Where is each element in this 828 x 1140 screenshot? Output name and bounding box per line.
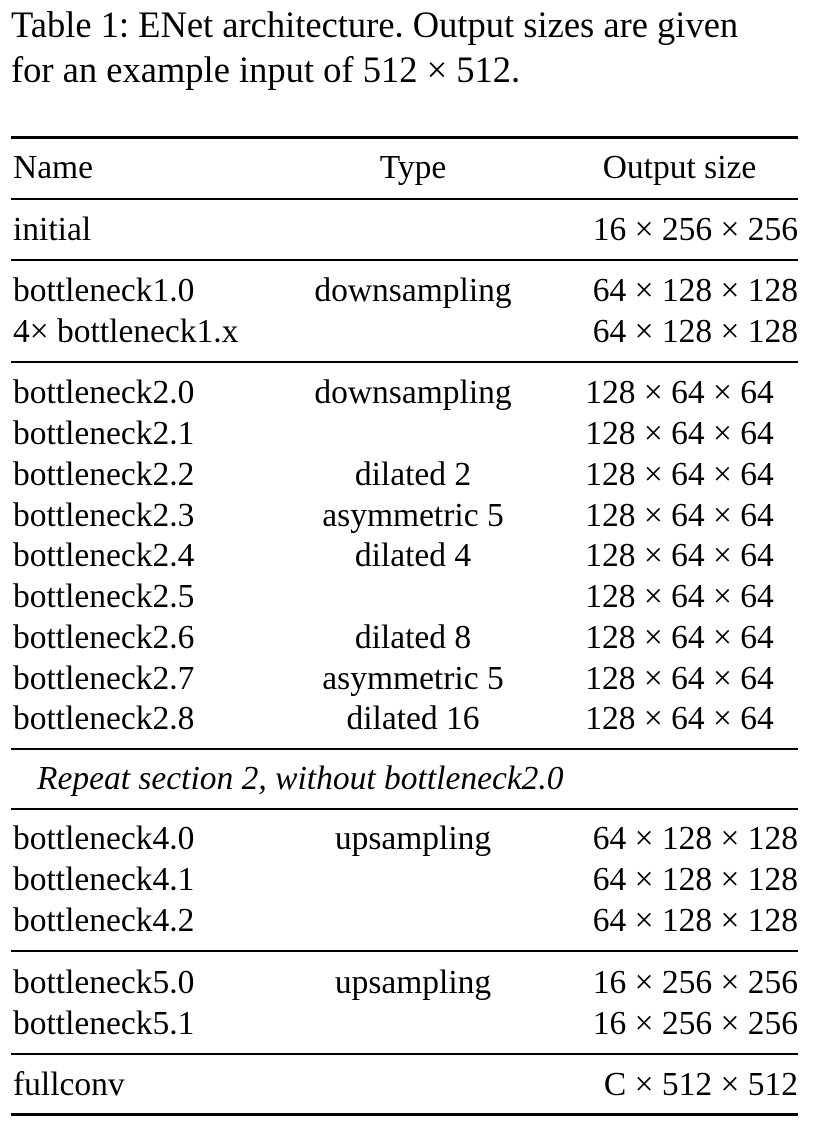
row-output: 64 × 128 × 128 [592, 820, 798, 857]
row-output: 128 × 64 × 64 [585, 660, 774, 697]
table-caption [11, 2, 821, 92]
caption-line-1: Table 1: ENet architecture. Output sizes are given [11, 4, 739, 45]
row-output: 128 × 64 × 64 [585, 415, 774, 452]
row-output: 64 × 128 × 128 [592, 861, 798, 898]
section-rule [11, 950, 798, 952]
top-rule [11, 136, 798, 139]
row-name: bottleneck2.0 [13, 374, 195, 411]
row-output: 16 × 256 × 256 [592, 211, 798, 248]
table-row [11, 962, 798, 1003]
row-type: asymmetric 5 [322, 497, 504, 534]
table-row [11, 1064, 798, 1105]
section-3-note [11, 758, 798, 799]
row-name: bottleneck2.5 [13, 578, 195, 615]
table-row [11, 698, 798, 739]
section-rule [11, 748, 798, 750]
row-type: dilated 2 [354, 456, 472, 493]
row-name: bottleneck4.2 [13, 902, 195, 939]
row-type: upsampling [334, 820, 492, 857]
table-row [11, 1003, 798, 1044]
table-row [11, 372, 798, 413]
row-output: 64 × 128 × 128 [592, 902, 798, 939]
table-row [11, 576, 798, 617]
row-output: 128 × 64 × 64 [585, 537, 774, 574]
table-row [11, 658, 798, 699]
row-name: bottleneck5.0 [13, 964, 195, 1001]
row-type: downsampling [314, 272, 512, 309]
table-row [11, 535, 798, 576]
section-rule [11, 259, 798, 261]
row-name: bottleneck1.0 [13, 272, 195, 309]
header-rule [11, 198, 798, 200]
table-row [11, 311, 798, 352]
table-row [11, 818, 798, 859]
row-type: downsampling [314, 374, 512, 411]
row-output: 64 × 128 × 128 [592, 313, 798, 350]
caption-line-2: for an example input of 512 × 512. [11, 49, 521, 90]
section-rule [11, 1053, 798, 1055]
row-output: 128 × 64 × 64 [585, 578, 774, 615]
section-rule [11, 361, 798, 363]
table-row [11, 270, 798, 311]
table-row [11, 495, 798, 536]
row-output: C × 512 × 512 [603, 1066, 798, 1103]
row-name: 4× bottleneck1.x [13, 313, 239, 350]
table-header [11, 147, 798, 188]
row-output: 128 × 64 × 64 [585, 700, 774, 737]
row-name: bottleneck2.4 [13, 537, 195, 574]
row-name: bottleneck2.2 [13, 456, 195, 493]
table-row [11, 900, 798, 941]
row-output: 128 × 64 × 64 [585, 619, 774, 656]
row-name: bottleneck5.1 [13, 1005, 195, 1042]
row-name: bottleneck2.6 [13, 619, 195, 656]
bottom-rule [11, 1113, 798, 1116]
row-name: bottleneck4.1 [13, 861, 195, 898]
row-name: initial [13, 211, 92, 248]
row-type: dilated 8 [354, 619, 472, 656]
row-name: bottleneck2.8 [13, 700, 195, 737]
row-output: 128 × 64 × 64 [585, 456, 774, 493]
row-type: dilated 16 [346, 700, 480, 737]
row-type: asymmetric 5 [322, 660, 504, 697]
row-name: bottleneck4.0 [13, 820, 195, 857]
table-row [11, 413, 798, 454]
table-row [11, 859, 798, 900]
section-rule [11, 808, 798, 810]
row-name: bottleneck2.1 [13, 415, 195, 452]
row-output: 16 × 256 × 256 [592, 1005, 798, 1042]
table-row [11, 454, 798, 495]
row-type: upsampling [334, 964, 492, 1001]
row-output: 128 × 64 × 64 [585, 374, 774, 411]
row-name: bottleneck2.7 [13, 660, 195, 697]
table-row [11, 617, 798, 658]
row-type: dilated 4 [354, 537, 472, 574]
row-output: 64 × 128 × 128 [592, 272, 798, 309]
row-name: fullconv [13, 1066, 125, 1103]
header-name: Name [13, 149, 93, 186]
row-output: 16 × 256 × 256 [592, 964, 798, 1001]
header-output-size: Output size [602, 149, 757, 186]
repeat-note: Repeat section 2, without bottleneck2.0 [37, 760, 564, 797]
table-row [11, 209, 798, 250]
header-type: Type [379, 149, 447, 186]
row-name: bottleneck2.3 [13, 497, 195, 534]
row-output: 128 × 64 × 64 [585, 497, 774, 534]
